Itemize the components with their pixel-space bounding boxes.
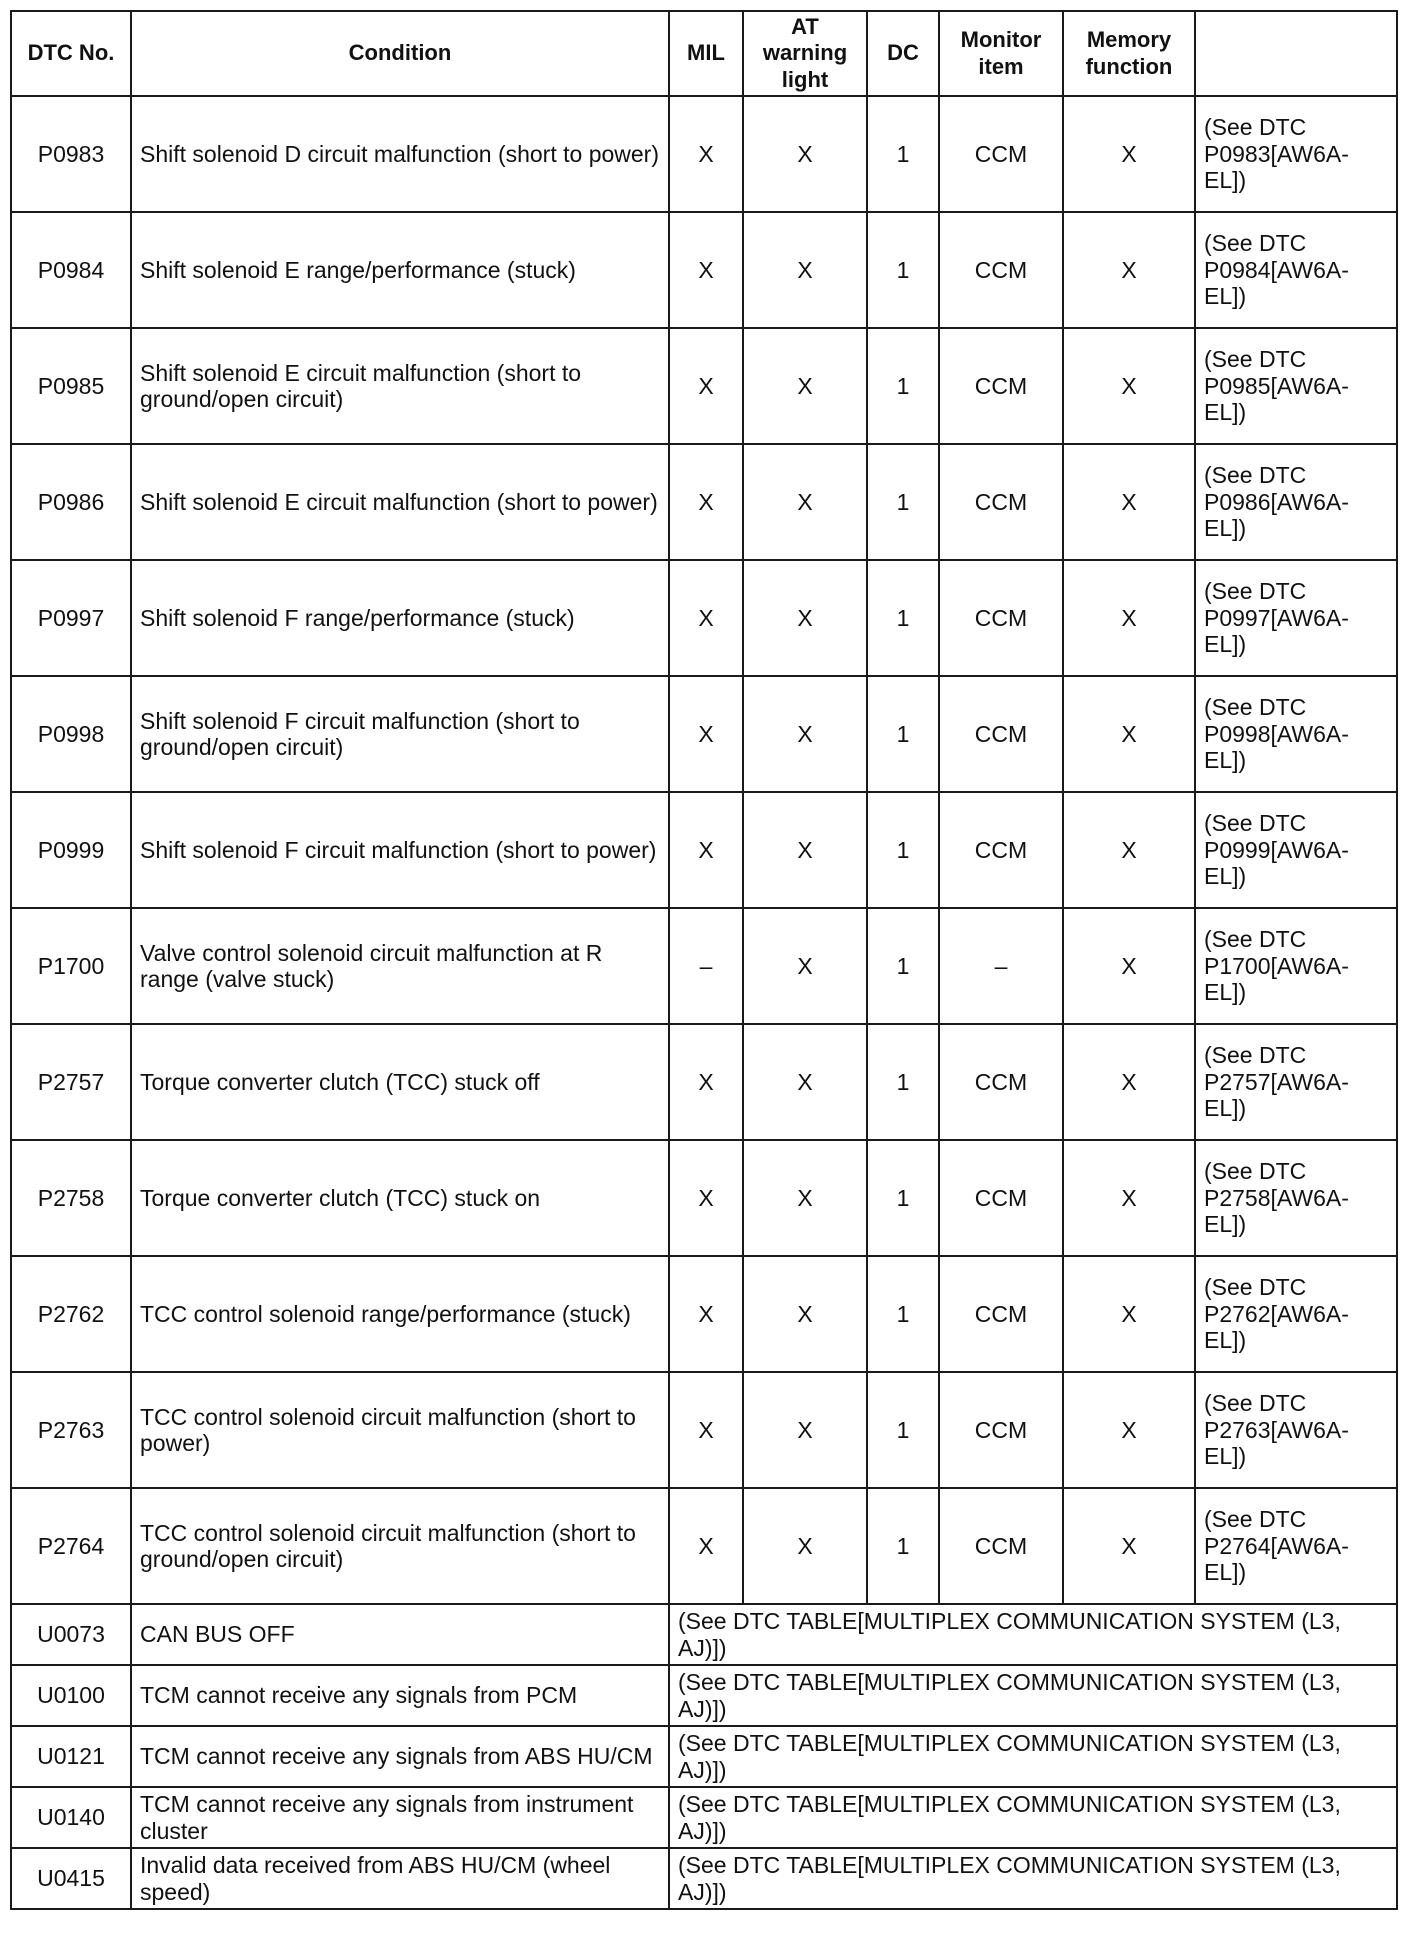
monitor-item-value: – [939,908,1063,1024]
dtc-condition: Torque converter clutch (TCC) stuck on [131,1140,669,1256]
table-row [11,560,1397,676]
header-condition: Condition [131,11,669,96]
dtc-condition: TCM cannot receive any signals from PCM [131,1665,669,1726]
at-warning-mark: X [743,792,867,908]
dtc-reference-link[interactable]: (See DTC P2758[AW6A-EL]) [1195,1140,1397,1256]
at-warning-mark: X [743,444,867,560]
table-row [11,1140,1397,1256]
table-body [11,96,1397,1909]
memory-function-mark: X [1063,212,1195,328]
mil-mark: X [669,676,743,792]
monitor-item-value: CCM [939,96,1063,212]
dtc-condition: TCM cannot receive any signals from instrument cluster [131,1787,669,1848]
memory-function-mark: X [1063,1372,1195,1488]
dc-value: 1 [867,1256,939,1372]
dc-value: 1 [867,1140,939,1256]
dtc-reference-link[interactable]: (See DTC P0983[AW6A-EL]) [1195,96,1397,212]
memory-function-mark: X [1063,676,1195,792]
monitor-item-value: CCM [939,676,1063,792]
dtc-table [10,10,1398,1910]
memory-function-mark: X [1063,96,1195,212]
dc-value: 1 [867,444,939,560]
at-warning-mark: X [743,96,867,212]
dtc-reference-link[interactable]: (See DTC P0986[AW6A-EL]) [1195,444,1397,560]
dc-value: 1 [867,212,939,328]
dtc-condition: TCC control solenoid circuit malfunction (short to power) [131,1372,669,1488]
dc-value: 1 [867,1488,939,1604]
monitor-item-value: CCM [939,212,1063,328]
dtc-code: U0121 [11,1726,131,1787]
dtc-reference-link[interactable]: (See DTC P0997[AW6A-EL]) [1195,560,1397,676]
dtc-condition: CAN BUS OFF [131,1604,669,1665]
dtc-reference-link[interactable]: (See DTC P0999[AW6A-EL]) [1195,792,1397,908]
table-row [11,1256,1397,1372]
mil-mark: X [669,1140,743,1256]
memory-function-mark: X [1063,1140,1195,1256]
monitor-item-value: CCM [939,444,1063,560]
table-row [11,1665,1397,1726]
dtc-condition: Shift solenoid D circuit malfunction (short to power) [131,96,669,212]
table-row [11,1726,1397,1787]
header-reference [1195,11,1397,96]
table-row [11,1488,1397,1604]
dtc-code: U0073 [11,1604,131,1665]
at-warning-mark: X [743,1488,867,1604]
monitor-item-value: CCM [939,1256,1063,1372]
header-mil: MIL [669,11,743,96]
mil-mark: X [669,560,743,676]
dtc-reference-link[interactable]: (See DTC P0998[AW6A-EL]) [1195,676,1397,792]
dc-value: 1 [867,560,939,676]
dtc-code: P0999 [11,792,131,908]
monitor-item-value: CCM [939,328,1063,444]
header-dtc-no: DTC No. [11,11,131,96]
memory-function-mark: X [1063,444,1195,560]
dtc-code: U0415 [11,1848,131,1909]
mil-mark: X [669,1372,743,1488]
dc-value: 1 [867,792,939,908]
header-at-warning-light: AT warning light [743,11,867,96]
mil-mark: X [669,328,743,444]
mil-mark: X [669,444,743,560]
mil-mark: X [669,792,743,908]
header-row [11,11,1397,96]
dtc-condition: TCC control solenoid range/performance (stuck) [131,1256,669,1372]
dc-value: 1 [867,96,939,212]
dtc-code: P0985 [11,328,131,444]
dtc-code: P0986 [11,444,131,560]
memory-function-mark: X [1063,792,1195,908]
dtc-code: P0984 [11,212,131,328]
at-warning-mark: X [743,1256,867,1372]
dc-value: 1 [867,1372,939,1488]
monitor-item-value: CCM [939,1488,1063,1604]
monitor-item-value: CCM [939,792,1063,908]
at-warning-mark: X [743,1140,867,1256]
dtc-condition: Valve control solenoid circuit malfunction at R range (valve stuck) [131,908,669,1024]
header-memory-function: Memory function [1063,11,1195,96]
at-warning-mark: X [743,212,867,328]
at-warning-mark: X [743,1372,867,1488]
mil-mark: – [669,908,743,1024]
table-row [11,908,1397,1024]
dtc-reference-link[interactable]: (See DTC P0984[AW6A-EL]) [1195,212,1397,328]
dtc-code: U0140 [11,1787,131,1848]
table-row [11,328,1397,444]
memory-function-mark: X [1063,560,1195,676]
monitor-item-value: CCM [939,560,1063,676]
memory-function-mark: X [1063,1256,1195,1372]
header-monitor-item: Monitor item [939,11,1063,96]
memory-function-mark: X [1063,1024,1195,1140]
table-row [11,1787,1397,1848]
dtc-condition: Shift solenoid E circuit malfunction (short to ground/open circuit) [131,328,669,444]
mil-mark: X [669,96,743,212]
memory-function-mark: X [1063,908,1195,1024]
header-dc: DC [867,11,939,96]
dtc-table-reference-link[interactable]: (See DTC TABLE[MULTIPLEX COMMUNICATION SYSTEM (L3, AJ)]) [669,1665,1397,1726]
mil-mark: X [669,1488,743,1604]
dtc-code: P2757 [11,1024,131,1140]
dtc-code: P2758 [11,1140,131,1256]
dtc-table-reference-link[interactable]: (See DTC TABLE[MULTIPLEX COMMUNICATION SYSTEM (L3, AJ)]) [669,1787,1397,1848]
dtc-code: U0100 [11,1665,131,1726]
at-warning-mark: X [743,560,867,676]
monitor-item-value: CCM [939,1372,1063,1488]
table-row [11,212,1397,328]
table-row [11,792,1397,908]
mil-mark: X [669,1024,743,1140]
table-row [11,676,1397,792]
at-warning-mark: X [743,328,867,444]
dtc-code: P2764 [11,1488,131,1604]
dtc-reference-link[interactable]: (See DTC P0985[AW6A-EL]) [1195,328,1397,444]
memory-function-mark: X [1063,328,1195,444]
dtc-table-reference-link[interactable]: (See DTC TABLE[MULTIPLEX COMMUNICATION SYSTEM (L3, AJ)]) [669,1848,1397,1909]
table-row [11,1024,1397,1140]
dtc-condition: Torque converter clutch (TCC) stuck off [131,1024,669,1140]
dc-value: 1 [867,908,939,1024]
dtc-reference-link[interactable]: (See DTC P2764[AW6A-EL]) [1195,1488,1397,1604]
memory-function-mark: X [1063,1488,1195,1604]
mil-mark: X [669,1256,743,1372]
table-row [11,96,1397,212]
dtc-condition: TCC control solenoid circuit malfunction (short to ground/open circuit) [131,1488,669,1604]
dc-value: 1 [867,328,939,444]
table-row [11,1848,1397,1909]
table-row [11,1372,1397,1488]
table-row [11,1604,1397,1665]
mil-mark: X [669,212,743,328]
dtc-table-reference-link[interactable]: (See DTC TABLE[MULTIPLEX COMMUNICATION SYSTEM (L3, AJ)]) [669,1604,1397,1665]
monitor-item-value: CCM [939,1024,1063,1140]
dtc-code: P0983 [11,96,131,212]
dtc-condition: Shift solenoid F circuit malfunction (short to ground/open circuit) [131,676,669,792]
monitor-item-value: CCM [939,1140,1063,1256]
dtc-condition: Shift solenoid E circuit malfunction (short to power) [131,444,669,560]
dtc-code: P2762 [11,1256,131,1372]
dtc-code: P0998 [11,676,131,792]
dtc-table-reference-link[interactable]: (See DTC TABLE[MULTIPLEX COMMUNICATION SYSTEM (L3, AJ)]) [669,1726,1397,1787]
dtc-code: P2763 [11,1372,131,1488]
dtc-reference-link[interactable]: (See DTC P1700[AW6A-EL]) [1195,908,1397,1024]
dtc-condition: Shift solenoid E range/performance (stuck) [131,212,669,328]
dc-value: 1 [867,1024,939,1140]
dtc-condition: Shift solenoid F range/performance (stuck) [131,560,669,676]
dtc-reference-link[interactable]: (See DTC P2762[AW6A-EL]) [1195,1256,1397,1372]
dtc-condition: TCM cannot receive any signals from ABS HU/CM [131,1726,669,1787]
dtc-reference-link[interactable]: (See DTC P2757[AW6A-EL]) [1195,1024,1397,1140]
at-warning-mark: X [743,908,867,1024]
dtc-condition: Shift solenoid F circuit malfunction (short to power) [131,792,669,908]
dc-value: 1 [867,676,939,792]
table-row [11,444,1397,560]
dtc-reference-link[interactable]: (See DTC P2763[AW6A-EL]) [1195,1372,1397,1488]
dtc-condition: Invalid data received from ABS HU/CM (wheel speed) [131,1848,669,1909]
at-warning-mark: X [743,676,867,792]
dtc-code: P1700 [11,908,131,1024]
at-warning-mark: X [743,1024,867,1140]
dtc-code: P0997 [11,560,131,676]
